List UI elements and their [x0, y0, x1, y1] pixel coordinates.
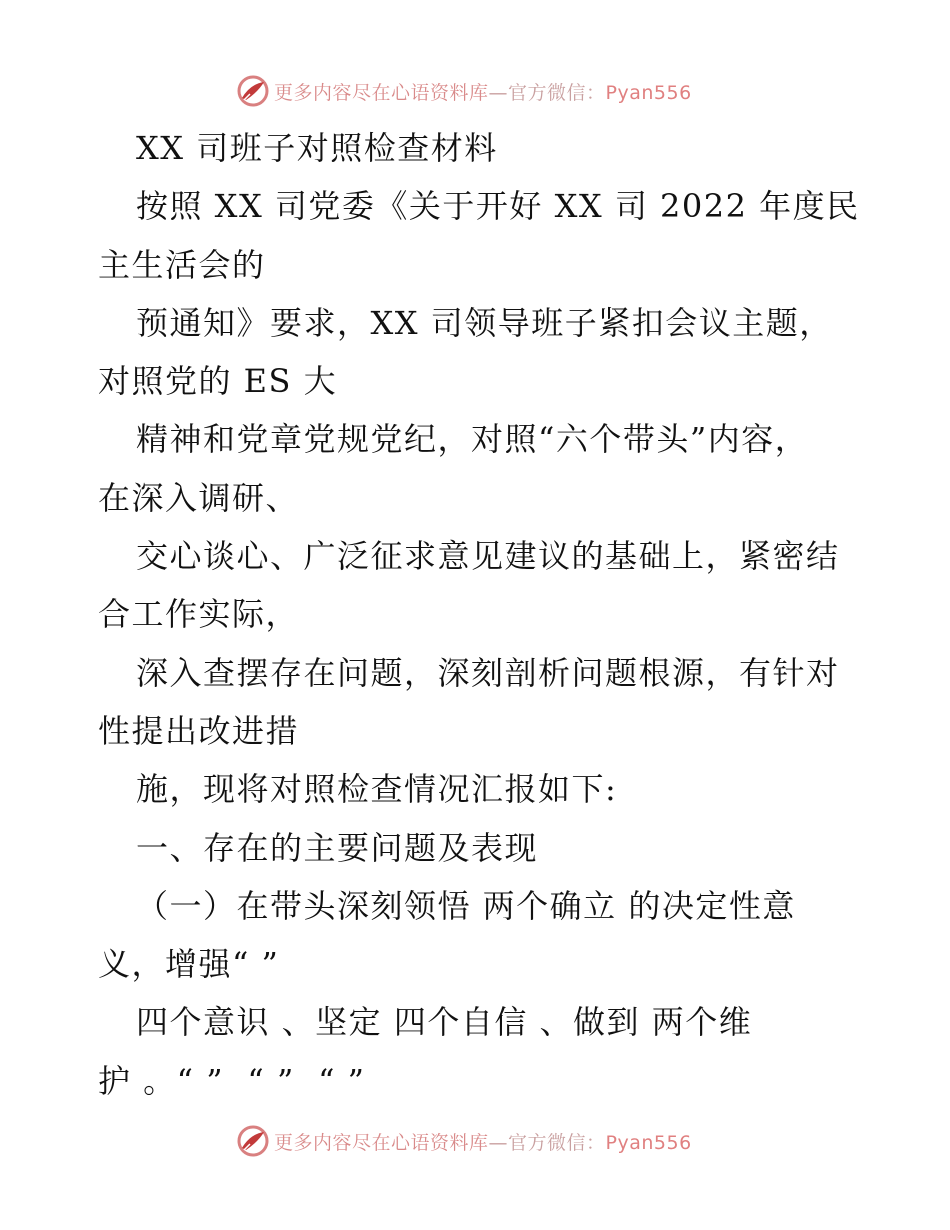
paragraph-line: 施，现将对照检查情况汇报如下: [136, 770, 618, 809]
doc-title: XX 司班子对照检查材料 [136, 129, 498, 167]
subsection-heading: （一）在带头深刻领悟 两个确立 的决定性意 [136, 886, 796, 925]
paragraph-line: 交心谈心、广泛征求意见建议的基础上，紧密结 [136, 537, 840, 576]
watermark-main: 更多内容尽在心语资料库 [274, 1131, 489, 1154]
paragraph-line: 义，增强“ ” [98, 945, 280, 984]
watermark-main: 更多内容尽在心语资料库 [274, 81, 489, 104]
pen-logo-icon [236, 74, 270, 108]
paragraph-line: 护 。“ ” “ ” “ ” [98, 1061, 366, 1100]
paragraph-line: 四个意识 、坚定 四个自信 、做到 两个维 [136, 1003, 753, 1042]
watermark-handle: Pyan556 [605, 81, 692, 104]
paragraph-line: 对照党的 ES 大 [98, 362, 338, 401]
pen-logo-icon [236, 1124, 270, 1158]
paragraph-line: 合工作实际， [98, 595, 300, 634]
section-heading: 一、存在的主要问题及表现 [136, 828, 539, 867]
document-body [98, 119, 858, 1110]
watermark-text [274, 78, 692, 105]
watermark-footer [236, 1124, 692, 1158]
watermark-header [236, 74, 692, 108]
paragraph-line: 精神和党章党规党纪，对照“六个带头”内容， [136, 420, 809, 459]
watermark-text [274, 1128, 692, 1155]
paragraph-line: 在深入调研、 [98, 478, 300, 517]
paragraph-line: 按照 XX 司党委《关于开好 XX 司 2022 年度民 [136, 187, 860, 226]
paragraph-line: 预通知》要求，XX 司领导班子紧扣会议主题， [136, 303, 833, 342]
paragraph-line: 性提出改进措 [98, 711, 300, 750]
watermark-separator: —官方微信： [488, 81, 606, 104]
paragraph-line: 深入查摆存在问题，深刻剖析问题根源，有针对 [136, 653, 840, 692]
paragraph-line: 主生活会的 [98, 245, 266, 284]
watermark-handle: Pyan556 [605, 1131, 692, 1154]
watermark-separator: —官方微信： [488, 1131, 606, 1154]
